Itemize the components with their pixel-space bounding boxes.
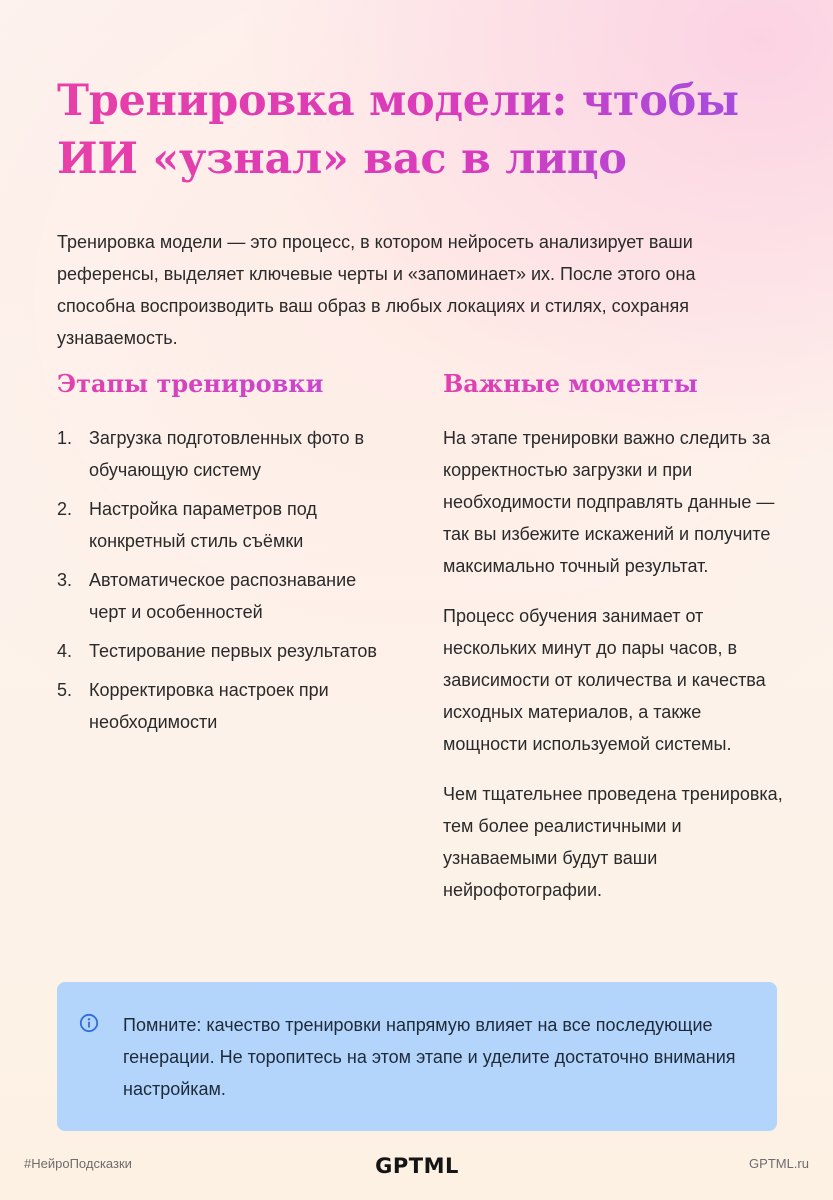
step-text: Тестирование первых результатов [89, 641, 377, 661]
step-number: 3. [57, 570, 73, 590]
info-icon [79, 1013, 99, 1033]
step-text: Настройка параметров под конкретный стиль съёмки [89, 499, 317, 551]
list-item [57, 635, 397, 667]
list-item [57, 493, 397, 557]
note-paragraph: Чем тщательнее проведена тренировка, тем более реалистичными и узнаваемыми будут ваши нейрофотографии. [443, 784, 783, 900]
list-item [57, 422, 397, 486]
logo-text: GPTML [375, 1154, 459, 1178]
footer-hashtag: #НейроПодсказки [24, 1156, 132, 1171]
step-text: Загрузка подготовленных фото в обучающую систему [89, 428, 365, 480]
step-text: Автоматическое распознавание черт и особенностей [89, 570, 357, 622]
callout-text: Помните: качество тренировки напрямую влияет на все последующие генерации. Не торопитесь на этом этапе и уделите достаточно внимания настройкам. [123, 1015, 736, 1099]
reminder-callout [57, 982, 777, 1131]
note-paragraph: На этапе тренировки важно следить за корректностью загрузки и при необходимости подправлять данные — так вы избежите искажений и получите максимально точный результат. [443, 428, 775, 576]
notes-heading: Важные моменты [443, 366, 698, 402]
steps-heading: Этапы тренировки [57, 366, 323, 402]
gptml-logo [367, 1152, 467, 1178]
footer-site: GPTML.ru [749, 1156, 809, 1171]
step-text: Корректировка настроек при необходимости [89, 680, 329, 732]
step-number: 1. [57, 428, 73, 448]
notes-column [443, 422, 788, 924]
intro-paragraph: Тренировка модели — это процесс, в котором нейросеть анализирует ваши референсы, выделяет ключевые черты и «запоминает» их. После этого она способна воспроизводить ваш образ в любых локациях и стилях, сохраняя узнаваемость. [57, 232, 696, 348]
step-number: 2. [57, 499, 73, 519]
note-paragraph: Процесс обучения занимает от нескольких минут до пары часов, в зависимости от количества и качества исходных материалов, а также мощности используемой системы. [443, 606, 766, 754]
list-item [57, 674, 397, 738]
steps-list [57, 422, 397, 745]
step-number: 4. [57, 641, 73, 661]
page-title: Тренировка модели: чтобы ИИ «узнал» вас в лицо [57, 72, 797, 188]
list-item [57, 564, 397, 628]
step-number: 5. [57, 680, 73, 700]
